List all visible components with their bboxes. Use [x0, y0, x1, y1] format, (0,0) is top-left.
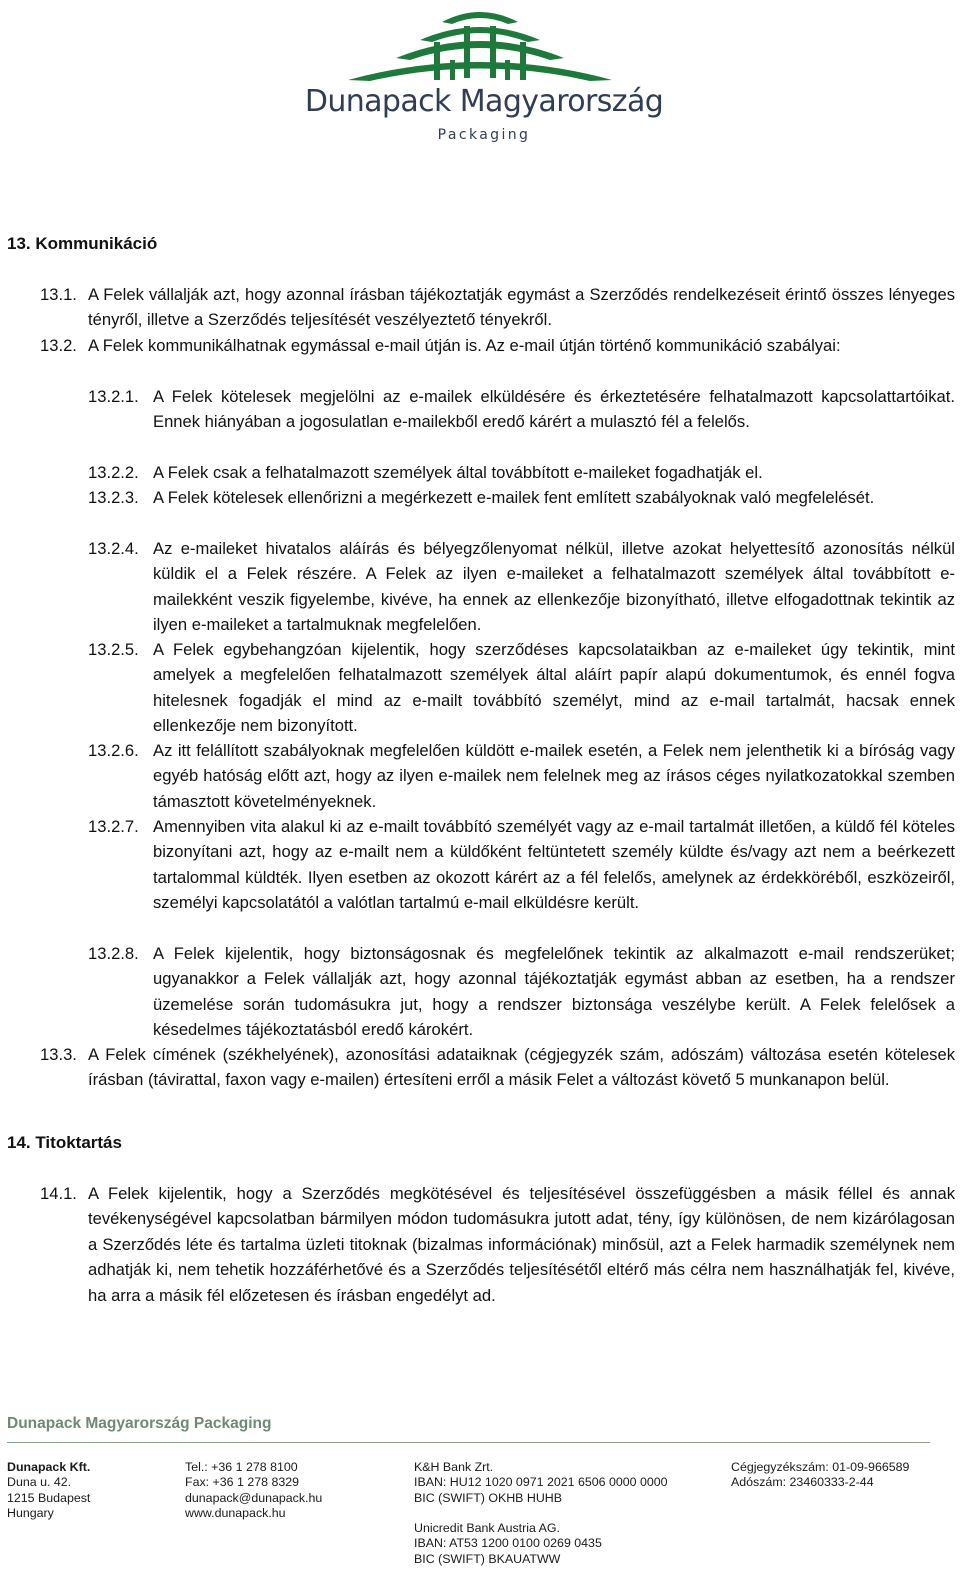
- paragraph-text: Az e-maileket hivatalos aláírás és bélyegzőlenyomat nélkül, illetve azokat helyettesítő azonosítás nélkül küldik el a Felek részére. A Felek az ilyen e-maileket a felhatalmazott személyek által továbbított e-mailekként veszik figyelembe, kivéve, ha ennek az ellenkezője bizonyítható, illetve elfogadottnak tekintik az ilyen e-maileket a tartalmuknak megfelelően.: [153, 539, 955, 635]
- bank-name: K&H Bank Zrt.: [414, 1460, 494, 1474]
- paragraph-text: A Felek címének (székhelyének), azonosítási adataiknak (cégjegyzék szám, adószám) változása esetén kötelesek írásban (távirattal, faxon vagy e-mailen) értesíteni erről a másik Felet a változást követő 5 munkanapon belül.: [88, 1045, 955, 1090]
- company-street: Duna u. 42.: [7, 1475, 72, 1490]
- company-name: Dunapack Kft.: [7, 1460, 91, 1474]
- footer-divider: [7, 1442, 930, 1443]
- paragraph-number: 13.2.3.: [88, 488, 139, 507]
- footer-company: [7, 1460, 90, 1522]
- logo-subtitle: Packaging: [437, 127, 531, 143]
- company-registry-number: Cégjegyzékszám: 01-09-966589: [731, 1460, 910, 1474]
- paragraph-number: 14.1.: [40, 1184, 77, 1203]
- email-link[interactable]: dunapack@dunapack.hu: [185, 1490, 323, 1505]
- paragraph-13-2-7: [0, 814, 955, 916]
- website-link[interactable]: www.dunapack.hu: [185, 1506, 286, 1521]
- paragraph-number: 13.2.2.: [88, 463, 139, 482]
- fax: Fax: +36 1 278 8329: [185, 1475, 300, 1490]
- paragraph-13-2-2: [0, 460, 955, 485]
- paragraph-number: 13.3.: [40, 1045, 77, 1064]
- paragraph-13-2: [0, 333, 955, 358]
- company-country: Hungary: [7, 1506, 54, 1521]
- paragraph-number: 13.1.: [40, 285, 77, 304]
- paragraph-text: Az itt felállított szabályoknak megfelelően küldött e-mailek esetén, a Felek nem jelenthetik ki a bíróság vagy egyéb hatóság előtt azt, hogy az ilyen e-mailek nem felelnek meg az írásos céges nyilatkozatokkal szemben támasztott követelményeknek.: [153, 741, 955, 811]
- bank-iban: IBAN: AT53 1200 0100 0269 0435: [414, 1536, 602, 1551]
- paragraph-13-2-6: [0, 738, 955, 814]
- paragraph-text: A Felek kötelesek megjelölni az e-mailek elküldésére és érkeztetésére felhatalmazott kapcsolattartóikat. Ennek hiányában a jogosulatlan e-mailekből eredő kárért a mulasztó fél a felelős.: [153, 387, 955, 432]
- paragraph-number: 13.2.8.: [88, 944, 139, 963]
- phone: Tel.: +36 1 278 8100: [185, 1460, 298, 1474]
- paragraph-text: A Felek kijelentik, hogy biztonságosnak és megfelelőnek tekintik az alkalmazott e-mail rendszerüket; ugyanakkor a Felek vállalják azt, hogy azonnal tájékoztatják egymást abban az esetben, ha a rendszer üzemelése során tudomásukra jut, hogy a rendszer biztonsága veszélybe került. A Felek felelősek a késedelmes tájékoztatásból eredő károkért.: [153, 944, 955, 1040]
- bank-name: Unicredit Bank Austria AG.: [414, 1521, 561, 1535]
- paragraph-number: 13.2.1.: [88, 387, 139, 406]
- paragraph-number: 13.2.7.: [88, 817, 139, 836]
- bank-iban: IBAN: HU12 1020 0971 2021 6506 0000 0000: [414, 1475, 668, 1490]
- paragraph-number: 13.2.5.: [88, 640, 139, 659]
- bank-bic: BIC (SWIFT) OKHB HUHB: [414, 1490, 562, 1505]
- footer-bank-1: [414, 1460, 668, 1506]
- paragraph-13-3: [0, 1042, 955, 1093]
- paragraph-number: 13.2.4.: [88, 539, 139, 558]
- bank-bic: BIC (SWIFT) BKAUATWW: [414, 1551, 561, 1566]
- paragraph-text: A Felek egybehangzóan kijelentik, hogy szerződéses kapcsolataikban az e-maileket úgy tekintik, mint amelyek a megfelelően felhatalmazott személyek által aláírt papír alapú dokumentumok, és ennél fogva hitelesnek fogadják el mind az e-mailt továbbító személyt, mind az e-mail tartalmát, hacsak ennek ellenkezője nem bizonyított.: [153, 640, 955, 736]
- tax-number: Adószám: 23460333-2-44: [731, 1475, 874, 1490]
- footer-contact: [185, 1460, 322, 1522]
- paragraph-number: 13.2.: [40, 336, 77, 355]
- paragraph-number: 13.2.6.: [88, 741, 139, 760]
- company-logo: [0, 0, 960, 160]
- paragraph-13-2-4: [0, 536, 955, 638]
- paragraph-13-1: [0, 282, 955, 333]
- section-13-heading: 13. Kommunikáció: [7, 234, 158, 253]
- paragraph-13-2-3: [0, 485, 955, 510]
- paragraph-text: A Felek kommunikálhatnak egymással e-mail útján is. Az e-mail útján történő kommunikáció szabályai:: [88, 336, 841, 355]
- paragraph-text: Amennyiben vita alakul ki az e-mailt továbbító személyét vagy az e-mail tartalmát illetően, a küldő fél köteles bizonyítani azt, hogy az e-mailt nem a küldőként feltüntetett személy küldte és/vagy azt nem a beérkezett tartalommal küldték. Ilyen esetben az okozott kárért az a fél felelős, amelynek az érdekköréből, eszközeiről, személyi kapcsolatától a valótlan tartalmú e-mail elküldésre került.: [153, 817, 955, 913]
- paragraph-13-2-5: [0, 637, 955, 739]
- tree-icon: [340, 4, 620, 86]
- paragraph-text: A Felek vállalják azt, hogy azonnal írásban tájékoztatják egymást a Szerződés rendelkezéseit érintő összes lényeges tényről, illetve a Szerződés teljesítését veszélyeztető tényekről.: [88, 285, 955, 330]
- footer-title: Dunapack Magyarország Packaging: [7, 1415, 272, 1432]
- paragraph-13-2-8: [0, 941, 955, 1043]
- company-city: 1215 Budapest: [7, 1490, 91, 1505]
- paragraph-13-2-1: [0, 384, 955, 435]
- section-14-heading: 14. Titoktartás: [7, 1133, 122, 1152]
- paragraph-text: A Felek kötelesek ellenőrizni a megérkezett e-mailek fent említett szabályoknak való megfelelését.: [153, 488, 875, 507]
- paragraph-14-1: [0, 1181, 955, 1308]
- logo-name: Dunapack Magyarország: [304, 84, 664, 119]
- paragraph-text: A Felek csak a felhatalmazott személyek által továbbított e-maileket fogadhatják el.: [153, 463, 763, 482]
- paragraph-text: A Felek kijelentik, hogy a Szerződés megkötésével és teljesítésével összefüggésben a másik féllel és annak tevékenységével kapcsolatban bármilyen módon tudomásukra jutott adat, tény, így különösen, de nem kizárólagosan a Szerződés léte és tartalma üzleti titoknak (bizalmas információnak) minősül, azt a Felek harmadik személynek nem adhatják ki, nem tehetik hozzáférhetővé és a Szerződés teljesítésétől eltérő más célra nem használhatják fel, kivéve, ha arra a másik fél előzetesen és írásban engedélyt ad.: [88, 1184, 955, 1305]
- footer-bank-2: [414, 1521, 602, 1567]
- footer-registry: [731, 1460, 909, 1491]
